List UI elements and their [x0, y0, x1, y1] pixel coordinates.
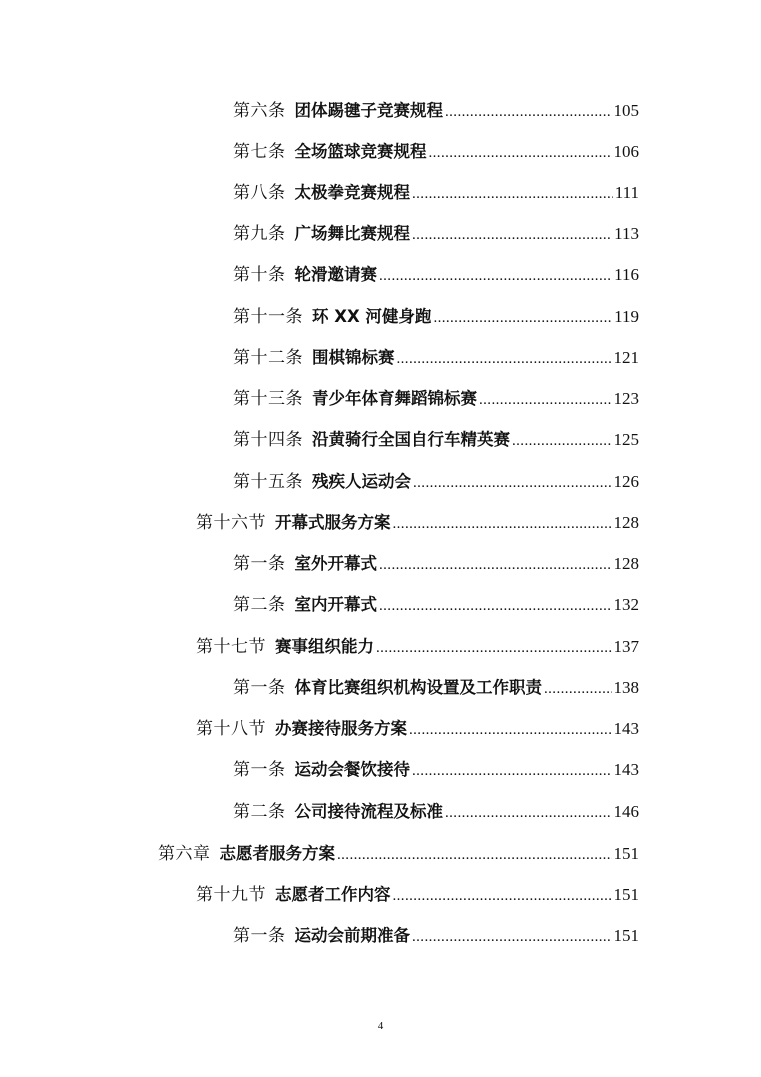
toc-entry-title: 青少年体育舞蹈锦标赛 [312, 389, 477, 408]
toc-entry-title: 运动会餐饮接待 [294, 760, 410, 779]
toc-entry-page: 128 [613, 554, 639, 573]
toc-entry-title: 志愿者工作内容 [275, 885, 391, 904]
toc-entry[interactable] [233, 345, 639, 371]
toc-entry[interactable] [196, 716, 639, 742]
toc-entry-title: 体育比赛组织机构设置及工作职责 [294, 678, 542, 697]
toc-entry-title: 全场篮球竞赛规程 [294, 142, 427, 161]
toc-entry[interactable] [233, 675, 639, 701]
dot-leader [512, 428, 612, 454]
toc-entry-page: 119 [614, 307, 639, 326]
toc-entry[interactable] [233, 386, 639, 412]
dot-leader [412, 222, 612, 248]
toc-entry-title: 太极拳竞赛规程 [294, 183, 410, 202]
dot-leader [393, 883, 612, 909]
toc-entry-page: 132 [613, 595, 639, 614]
toc-entry[interactable] [233, 98, 639, 124]
toc-entry-number: 第六章 [158, 844, 211, 864]
toc-entry[interactable] [196, 634, 639, 660]
toc-entry-title: 赛事组织能力 [275, 637, 374, 656]
toc-entry-title: 志愿者服务方案 [219, 844, 335, 863]
toc-entry-page: 126 [613, 472, 639, 491]
dot-leader [413, 470, 612, 496]
toc-entry-page: 128 [613, 513, 639, 532]
toc-entry-number: 第十六节 [196, 513, 266, 533]
toc-entry-number: 第十三条 [233, 389, 303, 409]
dot-leader [412, 181, 613, 207]
dot-leader [337, 842, 612, 868]
toc-entry-page: 151 [613, 926, 639, 945]
toc-entry-number: 第一条 [233, 554, 286, 574]
dot-leader [393, 511, 612, 537]
toc-entry-page: 137 [613, 637, 639, 656]
dot-leader [376, 635, 612, 661]
toc-entry-title: 轮滑邀请赛 [294, 265, 377, 284]
dot-leader [379, 552, 612, 578]
dot-leader [544, 676, 612, 702]
toc-entry-number: 第九条 [233, 224, 286, 244]
dot-leader [379, 593, 612, 619]
toc-entry[interactable] [233, 799, 639, 825]
toc-entry-number: 第十八节 [196, 719, 266, 739]
toc-entry[interactable] [233, 304, 639, 330]
toc-entry-page: 138 [613, 678, 639, 697]
dot-leader [412, 924, 612, 950]
dot-leader [412, 758, 612, 784]
toc-entry[interactable] [233, 469, 639, 495]
toc-entry[interactable] [233, 592, 639, 618]
toc-entry-number: 第十九节 [196, 885, 266, 905]
toc-entry-title: 运动会前期准备 [294, 926, 410, 945]
dot-leader [445, 800, 612, 826]
toc-entry-number: 第十一条 [233, 307, 303, 327]
dot-leader [409, 717, 612, 743]
dot-leader [479, 387, 612, 413]
toc-entry-title: 广场舞比赛规程 [294, 224, 410, 243]
toc-entry-number: 第十四条 [233, 430, 303, 450]
toc-entry-page: 151 [613, 844, 639, 863]
toc-entry-title: 沿黄骑行全国自行车精英赛 [312, 430, 510, 449]
toc-entry-title: 办赛接待服务方案 [275, 719, 407, 738]
toc-entry-page: 123 [613, 389, 639, 408]
toc-entry-number: 第十条 [233, 265, 286, 285]
toc-entry-page: 143 [613, 719, 639, 738]
toc-entry[interactable] [233, 427, 639, 453]
dot-leader [433, 305, 612, 331]
toc-entry-title: 室外开幕式 [294, 554, 377, 573]
toc-entry-number: 第七条 [233, 142, 286, 162]
toc-entry-title: 公司接待流程及标准 [294, 802, 443, 821]
dot-leader [445, 99, 612, 125]
page-number: 4 [377, 1020, 384, 1032]
toc-entry[interactable] [233, 551, 639, 577]
toc-entry-number: 第一条 [233, 760, 286, 780]
toc-entry-page: 116 [614, 265, 639, 284]
toc-entry[interactable] [233, 180, 639, 206]
toc-entry-number: 第十七节 [196, 637, 266, 657]
toc-entry-title: 室内开幕式 [294, 595, 377, 614]
toc-entry-number: 第二条 [233, 595, 286, 615]
toc-entry-number: 第六条 [233, 101, 286, 121]
toc-entry-title: 残疾人运动会 [312, 472, 411, 491]
toc-entry-title: 开幕式服务方案 [275, 513, 391, 532]
toc-entry-number: 第十二条 [233, 348, 303, 368]
toc-entry-page: 111 [614, 183, 639, 202]
toc-entry-title: 团体踢毽子竞赛规程 [294, 101, 443, 120]
toc-entry-page: 121 [613, 348, 639, 367]
toc-entry[interactable] [158, 841, 639, 867]
toc-entry-page: 106 [613, 142, 639, 161]
toc-entry-page: 105 [613, 101, 639, 120]
dot-leader [379, 263, 612, 289]
toc-entry-page: 151 [613, 885, 639, 904]
toc-entry[interactable] [233, 262, 639, 288]
toc-entry-page: 146 [613, 802, 639, 821]
toc-entry-number: 第二条 [233, 802, 286, 822]
toc-entry-title: 围棋锦标赛 [312, 348, 395, 367]
toc-entry[interactable] [196, 510, 639, 536]
dot-leader [397, 346, 612, 372]
toc-entry-page: 125 [613, 430, 639, 449]
toc-entry[interactable] [233, 923, 639, 949]
toc-entry[interactable] [233, 757, 639, 783]
toc-entry-title: 环 XX 河健身跑 [312, 307, 432, 326]
toc-entry-number: 第一条 [233, 926, 286, 946]
toc-entry[interactable] [196, 882, 639, 908]
toc-entry[interactable] [233, 221, 639, 247]
toc-entry-number: 第八条 [233, 183, 286, 203]
toc-entry-number: 第十五条 [233, 472, 303, 492]
dot-leader [429, 140, 612, 166]
toc-entry-number: 第一条 [233, 678, 286, 698]
toc-entry[interactable] [233, 139, 639, 165]
toc-entry-page: 143 [613, 760, 639, 779]
toc-entry-page: 113 [614, 224, 639, 243]
